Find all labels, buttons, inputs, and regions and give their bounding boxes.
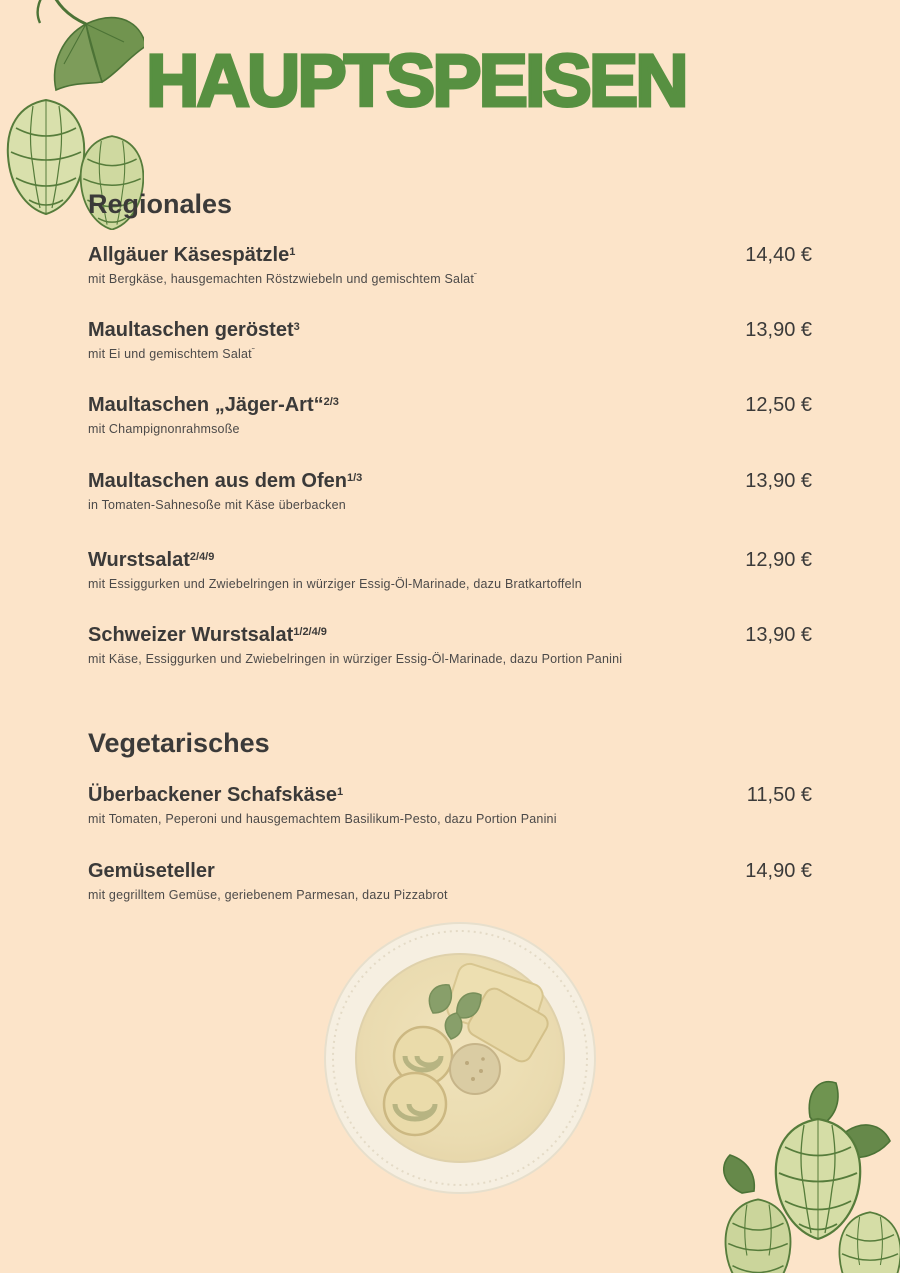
- menu-item-footnote: 1/2/4/9: [293, 626, 327, 638]
- menu-item-price: 13,90 €: [745, 470, 812, 492]
- hop-cone-icon: [726, 1199, 791, 1273]
- menu-item-footnote: 2/3: [323, 396, 339, 408]
- description-footnote: ˜: [251, 347, 255, 356]
- menu-item-name: Gemüseteller: [88, 860, 215, 882]
- section-heading-vegetarisches: Vegetarisches: [88, 728, 270, 758]
- menu-item-description: mit Ei und gemischtem Salat˜: [88, 347, 255, 361]
- menu-item-description: mit Käse, Essiggurken und Zwiebelringen in würziger Essig-Öl-Marinade, dazu Portion Panini: [88, 652, 623, 666]
- menu-item-price: 12,90 €: [745, 549, 812, 571]
- meatball-icon: [450, 1044, 500, 1094]
- menu-item: [88, 784, 812, 828]
- hop-cones-icon: [722, 1075, 900, 1273]
- hop-cone-icon: [839, 1212, 900, 1273]
- menu-item: [88, 394, 812, 438]
- menu-item-name: Wurstsalat$^{2/4/9}$: [88, 549, 215, 571]
- menu-item-description: mit Bergkäse, hausgemachten Röstzwiebeln und gemischtem Salat˜: [88, 272, 477, 286]
- hop-leaf-icon: [55, 18, 144, 90]
- menu-item-description: in Tomaten-Sahnesoße mit Käse überbacken: [88, 498, 346, 512]
- hop-cone-icon: [776, 1119, 860, 1239]
- menu-item-price: 13,90 €: [745, 624, 812, 646]
- menu-item-footnote: 1/3: [346, 472, 363, 484]
- menu-item-name: Maultaschen geröstet$^3$: [88, 319, 300, 341]
- menu-item-price: 11,50 €: [746, 784, 812, 806]
- dish-photo: [323, 921, 597, 1195]
- menu-item-name: Allgäuer Käsespätzle$^1$: [88, 244, 296, 266]
- menu-item-description: mit gegrilltem Gemüse, geriebenem Parmesan, dazu Pizzabrot: [88, 888, 448, 902]
- menu-item: [88, 624, 812, 668]
- menu-item-price: 14,90 €: [745, 860, 812, 882]
- menu-item-footnote: 3: [293, 321, 300, 333]
- menu-item-price: 12,50 €: [745, 394, 812, 416]
- menu-item-footnote: 2/4/9: [189, 551, 215, 563]
- section-heading-regionales: Regionales: [88, 189, 233, 219]
- menu-item: [88, 860, 812, 904]
- description-footnote: ˜: [474, 272, 477, 281]
- hop-cone-icon: [8, 100, 84, 214]
- menu-item-footnote: 1: [289, 246, 296, 258]
- hop-stem-icon: [38, 0, 86, 24]
- menu-item: [88, 549, 812, 593]
- menu-item-description: mit Essiggurken und Zwiebelringen in würziger Essig-Öl-Marinade, dazu Bratkartoffeln: [88, 577, 582, 591]
- menu-item-price: 14,40 €: [745, 244, 812, 266]
- menu-item-name: Maultaschen „Jäger-Art“$^{2/3}$: [88, 394, 339, 416]
- page-title: HAUPTSPEISEN: [146, 39, 686, 122]
- menu-item-name: Schweizer Wurstsalat$^{1/2/4/9}$: [88, 624, 327, 646]
- menu-item-description: mit Tomaten, Peperoni und hausgemachtem Basilikum-Pesto, dazu Portion Panini: [88, 812, 557, 826]
- menu-item-price: 13,90 €: [745, 319, 812, 341]
- menu-item: [88, 244, 812, 288]
- menu-item-footnote: 1: [337, 786, 344, 798]
- menu-item-name: Überbackener Schafskäse$^1$: [88, 784, 344, 806]
- menu-item-description: mit Champignonrahmsoße: [88, 422, 240, 436]
- menu-item: [88, 470, 812, 514]
- menu-item-name: Maultaschen aus dem Ofen$^{1/3}$: [88, 470, 363, 492]
- menu-item: [88, 319, 812, 363]
